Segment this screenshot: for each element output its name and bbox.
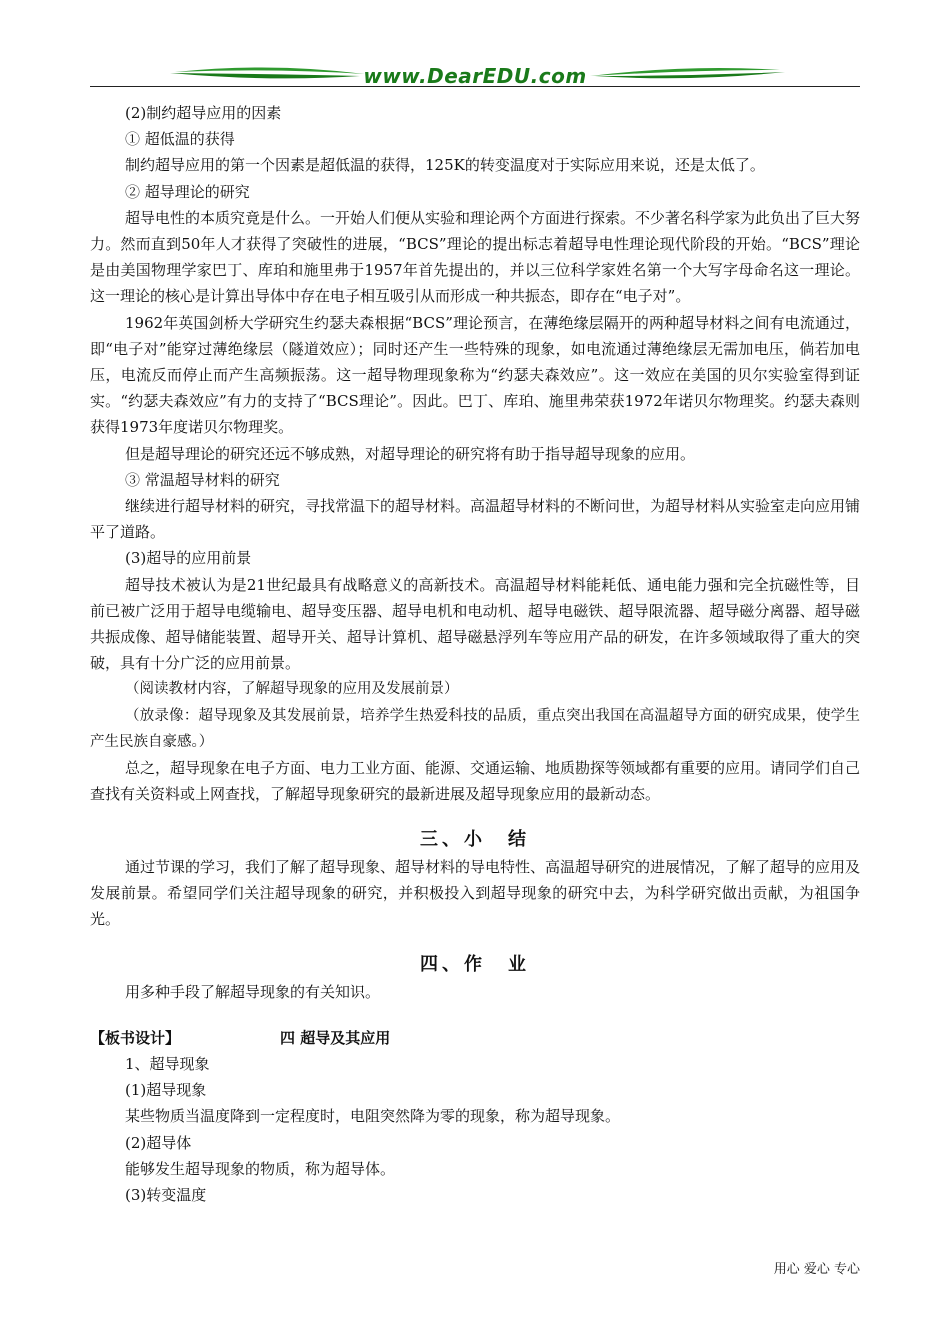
footer-motto: 用心 爱心 专心	[773, 1262, 860, 1277]
paragraph: ① 超低温的获得	[125, 130, 235, 149]
paragraph: (3)超导的应用前景	[125, 549, 252, 568]
board-items	[90, 1051, 860, 1208]
paragraph: 继续进行超导材料的研究，寻找常温下的超导材料。高温超导材料的不断问世，为超导材料从实验室走向应用铺平了道路。	[90, 497, 861, 542]
board-item: 1、超导现象	[125, 1054, 210, 1073]
paragraph: 总之，超导现象在电子方面、电力工业方面、能源、交通运输、地质勘探等领域都有重要的应用。请同学们自己查找有关资料或上网查找，了解超导现象研究的最新进展及超导现象应用的最新动态。	[90, 759, 861, 804]
paragraph: 但是超导理论的研究还远不够成熟，对超导理论的研究将有助于指导超导现象的应用。	[125, 444, 696, 463]
section-applications	[90, 100, 860, 807]
board-item: (2)超导体	[125, 1133, 192, 1152]
paragraph: ③ 常温超导材料的研究	[125, 470, 280, 489]
site-url: www.DearEDU.com	[363, 64, 587, 88]
paragraph: ② 超导理论的研究	[125, 182, 250, 201]
board-item: (1)超导现象	[125, 1081, 207, 1100]
homework-text: 用多种手段了解超导现象的有关知识。	[125, 982, 381, 1001]
paragraph: 超导技术被认为是21世纪最具有战略意义的高新技术。高温超导材料能耗低、通电能力强和完全抗磁性等，目前已被广泛用于超导电缆输电、超导变压器、超导电机和电动机、超导电磁铁、超导限流器、超导磁分离器、超导磁共振成像、超导储能装置、超导开关、超导计算机、超导磁悬浮列车等应用产品的研发，在许多领域取得了重大的突破，具有十分广泛的应用前景。	[90, 575, 860, 673]
board-item: (3)转变温度	[125, 1185, 207, 1204]
board-item: 某些物质当温度降到一定程度时，电阻突然降为零的现象，称为超导现象。	[125, 1107, 621, 1126]
paragraph: （阅读教材内容，了解超导现象的应用及发展前景）	[125, 681, 459, 698]
board-label: 【板书设计】	[90, 1028, 181, 1047]
paragraph: (2)制约超导应用的因素	[125, 104, 282, 122]
board-item: 能够发生超导现象的物质，称为超导体。	[125, 1159, 396, 1178]
paragraph: 1962年英国剑桥大学研究生约瑟夫森根据“BCS”理论预言，在薄绝缘层隔开的两种超导材料之间有电流通过，即“电子对”能穿过薄绝缘层（隧道效应）；同时还产生一些特殊的现象，如电流通过薄绝缘层无需加电压，倘若加电压，电流反而停止而产生高频振荡。这一超导物理现象称为“约瑟夫森效应”。这一效应在美国的贝尔实验室得到证实。“约瑟夫森效应”有力的支持了“BCS理论”。因此。巴丁、库珀、施里弗荣获1972年诺贝尔物理奖。约瑟夫森则获得1973年度诺贝尔物理奖。	[90, 313, 860, 437]
paragraph: （放录像：超导现象及其发展前景，培养学生热爱科技的品质，重点突出我国在高温超导方面的研究成果，使学生产生民族自豪感。）	[90, 707, 860, 750]
paragraph: 制约超导应用的第一个因素是超低温的获得，125K的转变温度对于实际应用来说，还是太低了。	[125, 156, 765, 175]
summary-heading: 三、小 结	[420, 829, 530, 851]
document-body	[90, 100, 860, 1208]
board-design-header	[90, 1025, 860, 1051]
header-divider	[90, 86, 860, 87]
paragraph: 超导电性的本质究竟是什么。一开始人们便从实验和理论两个方面进行探索。不少著名科学家为此负出了巨大努力。然而直到50年人才获得了突破性的进展，“BCS”理论的提出标志着超导电性理论现代阶段的开始。“BCS”理论是由美国物理学家巴丁、库珀和施里弗于1957年首先提出的，并以三位科学家姓名第一个大写字母命名这一理论。这一理论的核心是计算出导体中存在电子相互吸引从而形成一种共振态，即存在“电子对”。	[90, 208, 861, 306]
summary-text: 通过节课的学习，我们了解了超导现象、超导材料的导电特性、高温超导研究的进展情况，了解了超导的应用及发展前景。希望同学们关注超导现象的研究，并积极投入到超导现象的研究中去，为科学研究做出贡献，为祖国争光。	[90, 857, 861, 929]
homework-heading: 四、作 业	[420, 954, 530, 976]
board-title: 四 超导及其应用	[280, 1028, 391, 1047]
